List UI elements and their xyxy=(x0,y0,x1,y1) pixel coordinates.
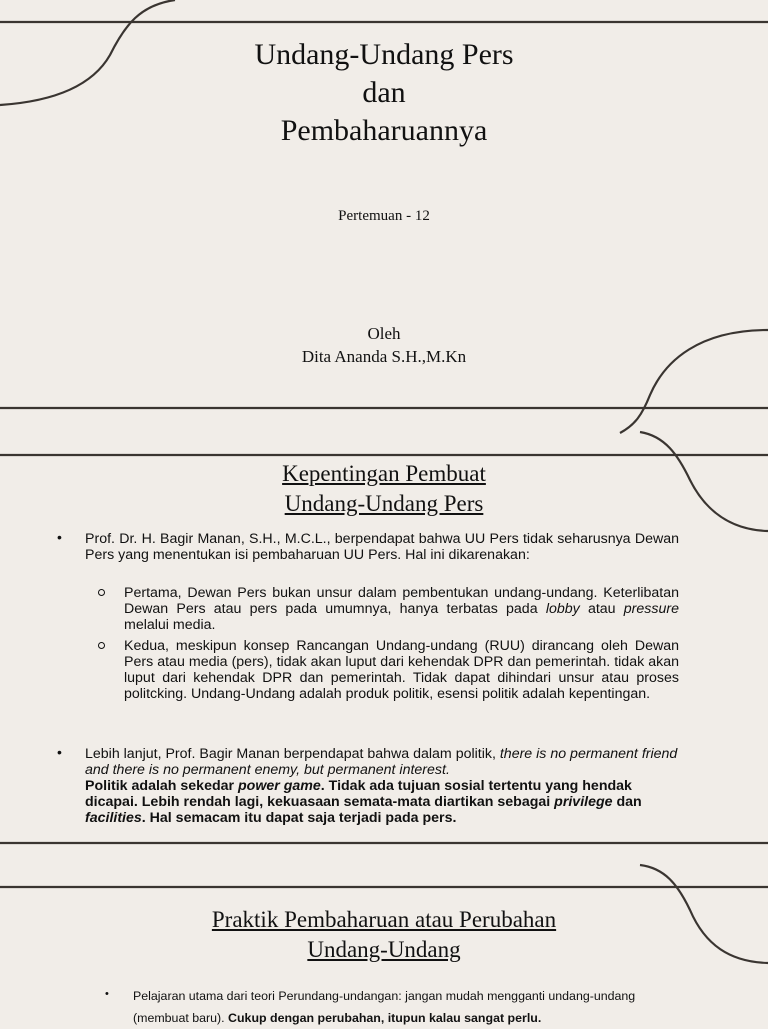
bold-text xyxy=(85,778,642,826)
sub-bullet-circle xyxy=(98,589,105,596)
sub-bullet-paragraph xyxy=(124,585,679,633)
heading-line: Undang-Undang Pers xyxy=(284,491,484,516)
slide-heading xyxy=(0,459,768,519)
bullet-dot: • xyxy=(57,744,62,760)
bullet-paragraph xyxy=(85,746,679,826)
bullet-dot: • xyxy=(105,988,109,1000)
by-label: Oleh xyxy=(367,324,401,343)
heading-line: Undang-Undang xyxy=(307,937,461,962)
title-line: dan xyxy=(362,76,406,109)
title-line: Pembaharuannya xyxy=(280,114,488,147)
author-name: Dita Ananda S.H.,M.Kn xyxy=(301,347,467,366)
author-block xyxy=(0,322,768,368)
text-run: dan xyxy=(612,794,642,810)
heading-line: Praktik Pembaharuan atau Perubahan xyxy=(211,907,557,932)
bullet-dot: • xyxy=(57,529,62,545)
text-run: . Tidak ada tujuan sosial tertentu yang hendak dicapai. Lebih rendah lagi, kekuasaan semata-mata diartikan sebagai xyxy=(85,778,632,810)
text-run: atau xyxy=(579,601,624,617)
sub-bullet-paragraph: Kedua, meskipun konsep Rancangan Undang-undang (RUU) dirancang oleh Dewan Pers atau media (pers), tidak akan luput dari kehendak DPR dan pemerintah. tidak akan luput dari kehendak DPR dan pemerintah. Tidak dapat dihindari unsur atau proses politcking. Undang-Undang adalah produk politik, esensi politik adalah kepentingan. xyxy=(124,638,679,702)
title-line: Undang-Undang Pers xyxy=(254,38,514,71)
italic-text: power game xyxy=(237,778,321,794)
italic-text: pressure xyxy=(623,601,679,617)
bullet-paragraph xyxy=(133,985,673,1029)
sub-bullet-circle xyxy=(98,642,105,649)
italic-text: privilege xyxy=(554,794,613,810)
italic-text: there is no permanent friend and there is no permanent enemy, but permanent interest. xyxy=(85,746,678,778)
text-run: Politik adalah sekedar xyxy=(85,778,238,794)
slide-heading xyxy=(0,905,768,965)
heading-line: Kepentingan Pembuat xyxy=(282,461,486,486)
text-run: . Hal semacam itu dapat saja terjadi pada pers. xyxy=(141,810,457,826)
text-run: Pelajaran utama dari teori Perundang-undangan: jangan mudah mengganti undang-undang (membuat baru). xyxy=(133,989,636,1025)
text-run: melalui media. xyxy=(124,617,216,633)
italic-text: lobby xyxy=(545,601,580,617)
slide-title-heading xyxy=(0,36,768,150)
bold-text: Cukup dengan perubahan, itupun kalau sangat perlu. xyxy=(228,1011,542,1025)
text-run: Pertama, Dewan Pers bukan unsur dalam pembentukan undang-undang. Keterlibatan Dewan Pers atau pers pada umumnya, hanya terbatas pada xyxy=(124,585,679,617)
text-run: Lebih lanjut, Prof. Bagir Manan berpendapat bahwa dalam politik, xyxy=(85,746,500,762)
bullet-paragraph: Prof. Dr. H. Bagir Manan, S.H., M.C.L., berpendapat bahwa UU Pers tidak seharusnya Dewan Pers yang menentukan isi pembaharuan UU Pers. Hal ini dikarenakan: xyxy=(85,531,679,563)
meeting-number: Pertemuan - 12 xyxy=(338,208,430,224)
italic-text: facilities xyxy=(85,810,142,826)
